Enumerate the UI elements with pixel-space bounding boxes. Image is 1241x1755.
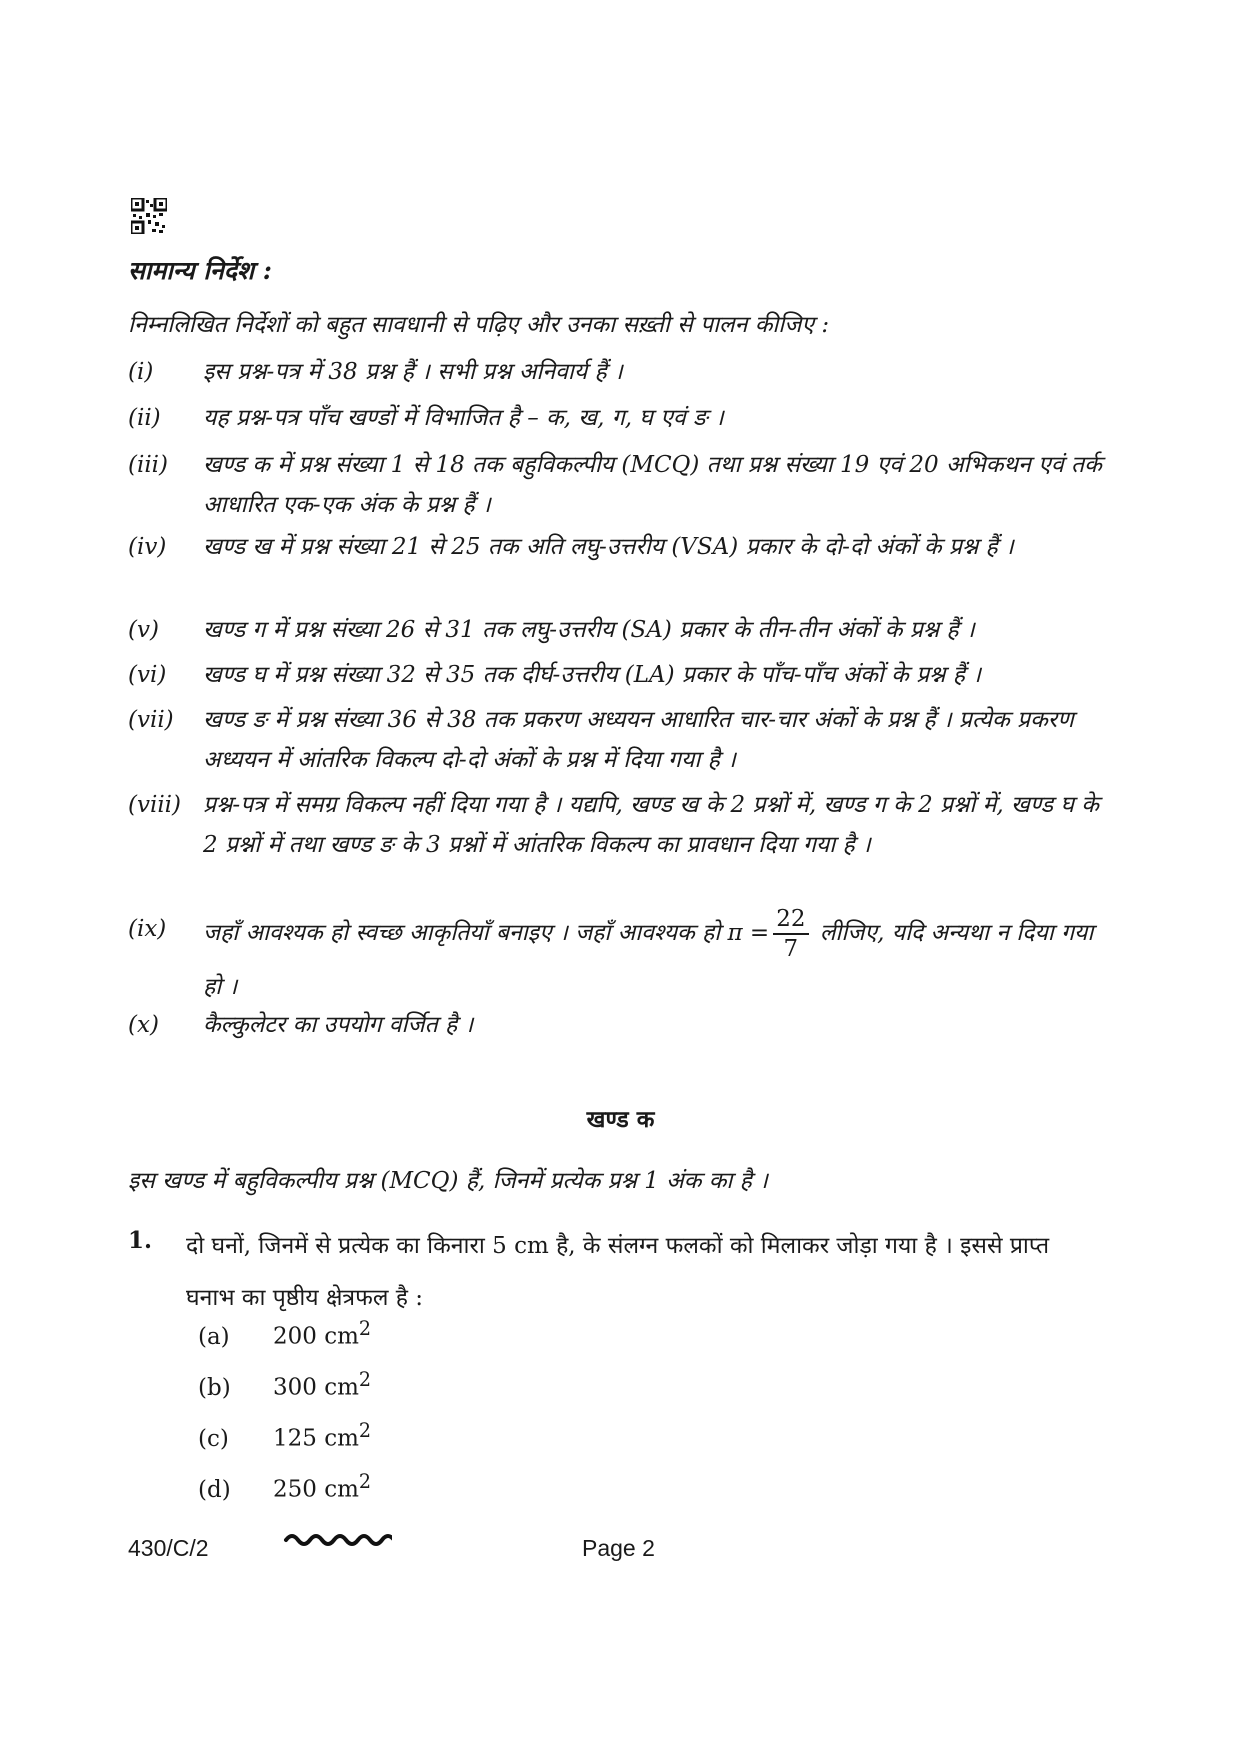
option-value: 250 cm	[273, 1476, 359, 1503]
question-number: 1.	[128, 1227, 153, 1254]
instruction-number: (iv)	[128, 534, 167, 560]
instruction-number: (vii)	[128, 707, 174, 733]
option-exponent: 2	[358, 1317, 372, 1340]
option-value: 200 cm	[273, 1323, 359, 1350]
instruction-item	[128, 785, 1118, 865]
instructions-intro: निम्नलिखित निर्देशों को बहुत सावधानी से पढ़िए और उनका सख़्ती से पालन कीजिए :	[128, 312, 830, 338]
instruction-text: खण्ड क में प्रश्न संख्या 1 से 18 तक बहुविकल्पीय (MCQ) तथा प्रश्न संख्या 19 एवं 20 अभिकथन एवं तर्क आधारित एक-एक अंक के प्रश्न हैं ।	[203, 452, 1102, 518]
instruction-text-part: लीजिए, यदि अन्यथा न दिया गया हो ।	[203, 920, 1094, 1000]
instruction-text: खण्ड ङ में प्रश्न संख्या 36 से 38 तक प्रकरण अध्ययन आधारित चार-चार अंकों के प्रश्न हैं । प्रत्येक प्रकरण अध्ययन में आंतरिक विकल्प दो-दो अंकों के प्रश्न में दिया गया है ।	[203, 707, 1074, 773]
option-label: (d)	[198, 1476, 231, 1503]
answer-option	[198, 1419, 371, 1452]
instruction-text: इस प्रश्न-पत्र में 38 प्रश्न हैं । सभी प्रश्न अनिवार्य हैं ।	[203, 359, 623, 385]
answer-option	[198, 1317, 371, 1350]
instruction-text-part: जहाँ आवश्यक हो स्वच्छ आकृतियाँ बनाइए । जहाँ आवश्यक हो π =	[203, 920, 770, 946]
instruction-number: (v)	[128, 617, 159, 643]
instruction-item	[128, 527, 1118, 567]
instruction-text: कैल्कुलेटर का उपयोग वर्जित है ।	[203, 1012, 474, 1038]
option-exponent: 2	[358, 1368, 372, 1391]
qr-code-icon	[131, 198, 167, 234]
page-number: Page 2	[582, 1535, 655, 1561]
instruction-text: खण्ड ख में प्रश्न संख्या 21 से 25 तक अति लघु-उत्तरीय (VSA) प्रकार के दो-दो अंकों के प्रश्न हैं ।	[203, 534, 1014, 560]
fraction-numerator: 22	[773, 905, 808, 935]
instruction-number: (viii)	[128, 792, 182, 818]
fraction-denominator: 7	[783, 936, 799, 962]
instruction-item	[128, 398, 1118, 438]
instruction-number: (i)	[128, 359, 154, 385]
pi-fraction	[773, 905, 808, 963]
section-note: इस खण्ड में बहुविकल्पीय प्रश्न (MCQ) हैं, जिनमें प्रत्येक प्रश्न 1 अंक का है ।	[128, 1168, 768, 1194]
instruction-text: यह प्रश्न-पत्र पाँच खण्डों में विभाजित है – क, ख, ग, घ एवं ङ ।	[203, 405, 724, 431]
instruction-item	[128, 610, 1118, 650]
instruction-text	[203, 905, 1118, 1011]
question-text: दो घनों, जिनमें से प्रत्येक का किनारा 5 cm है, के संलग्न फलकों को मिलाकर जोड़ा गया है । इससे प्राप्त घनाभ का पृष्ठीय क्षेत्रफल है :	[186, 1233, 1050, 1311]
instruction-number: (vi)	[128, 662, 167, 688]
general-instructions-heading: सामान्य निर्देश :	[128, 256, 272, 285]
wavy-line-icon	[282, 1526, 392, 1550]
instruction-item	[128, 1005, 1118, 1045]
instruction-item	[128, 655, 1118, 695]
instruction-number: (ix)	[128, 916, 167, 942]
instruction-text: खण्ड ग में प्रश्न संख्या 26 से 31 तक लघु-उत्तरीय (SA) प्रकार के तीन-तीन अंकों के प्रश्न हैं ।	[203, 617, 975, 643]
answer-option	[198, 1368, 371, 1401]
instruction-item	[128, 905, 1118, 1011]
instruction-item	[128, 352, 1118, 392]
instruction-number: (iii)	[128, 452, 169, 478]
option-value: 300 cm	[273, 1374, 359, 1401]
instruction-number: (x)	[128, 1012, 159, 1038]
option-exponent: 2	[358, 1419, 372, 1442]
paper-code: 430/C/2	[128, 1535, 209, 1561]
option-label: (c)	[198, 1425, 229, 1452]
option-exponent: 2	[358, 1470, 372, 1493]
instruction-number: (ii)	[128, 405, 161, 431]
instruction-text: खण्ड घ में प्रश्न संख्या 32 से 35 तक दीर्घ-उत्तरीय (LA) प्रकार के पाँच-पाँच अंकों के प्रश्न हैं ।	[203, 662, 981, 688]
option-value: 125 cm	[273, 1425, 359, 1452]
option-label: (a)	[198, 1323, 230, 1350]
section-title: खण्ड क	[586, 1106, 655, 1133]
instruction-item	[128, 445, 1118, 525]
answer-option	[198, 1470, 371, 1503]
instruction-text: प्रश्न-पत्र में समग्र विकल्प नहीं दिया गया है । यद्यपि, खण्ड ख के 2 प्रश्नों में, खण्ड ग के 2 प्रश्नों में, खण्ड घ के 2 प्रश्नों में तथा खण्ड ङ के 3 प्रश्नों में आंतरिक विकल्प का प्रावधान दिया गया है ।	[203, 792, 1099, 858]
instruction-item	[128, 700, 1118, 780]
option-label: (b)	[198, 1374, 231, 1401]
